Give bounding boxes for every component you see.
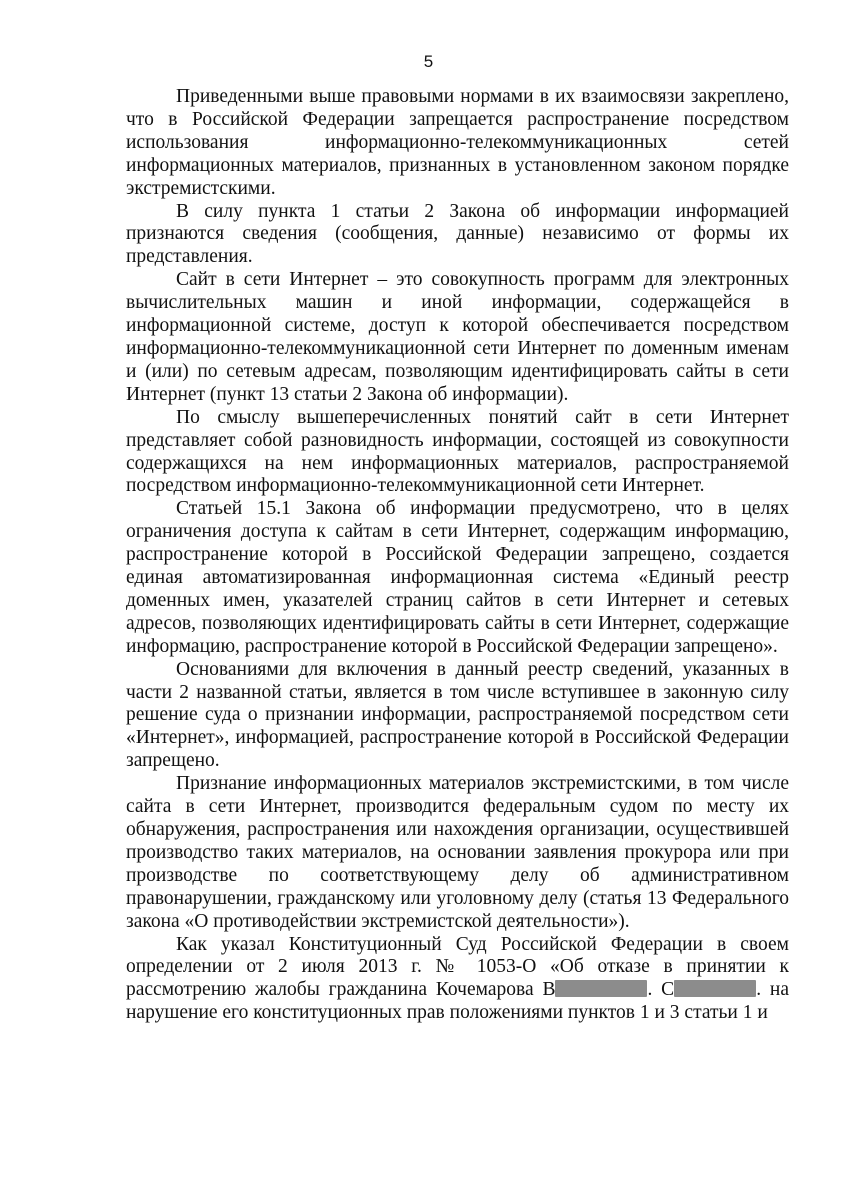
paragraph-7: Признание информационных материалов экстремистскими, в том числе сайта в сети Интернет, производится федеральным судом по месту их обнаружения, распространения или нахождения организации, осуществившей производство таких материалов, на основании заявления прокурора или при производстве по соответствующему делу об административном правонарушении, гражданскому или уголовному делу (статья 13 Федерального закона «О противодействии экстремистской деятельности»). [126,773,789,932]
paragraph-6: Основаниями для включения в данный реестр сведений, указанных в части 2 названной статьи, является в том числе вступившее в законную силу решение суда о признании информации, распространяемой посредством сети «Интернет», информацией, распространение которой в Российской Федерации запрещено. [126,658,789,772]
document-body [126,86,789,1025]
paragraph-8-part-3: . на нарушение его конституционных прав положениями пунктов 1 и 3 статьи 1 и [126,979,789,1024]
redaction-block [555,980,647,997]
paragraph-2: В силу пункта 1 статьи 2 Закона об информации информацией признаются сведения (сообщения, данные) независимо от формы их представления. [126,200,789,268]
paragraph-8-part-2: . С [647,979,675,1001]
paragraph-8 [126,934,789,1026]
paragraph-4: По смыслу вышеперечисленных понятий сайт в сети Интернет представляет собой разновидность информации, состоящей из совокупности содержащихся на нем информационных материалов, распространяемой посредством информационно-телекоммуникационной сети Интернет. [126,406,789,497]
page-number: 5 [423,52,434,71]
paragraph-3: Сайт в сети Интернет – это совокупность программ для электронных вычислительных машин и иной информации, содержащейся в информационной системе, доступ к которой обеспечивается посредством информационно-телекоммуникационной сети Интернет по доменным именам и (или) по сетевым адресам, позволяющим идентифицировать сайты в сети Интернет (пункт 13 статьи 2 Закона об информации). [126,269,789,405]
paragraph-5: Статьей 15.1 Закона об информации предусмотрено, что в целях ограничения доступа к сайтам в сети Интернет, содержащим информацию, распространение которой в Российской Федерации запрещено, создается единая автоматизированная информационная система «Единый реестр доменных имен, указателей страниц сайтов в сети Интернет и сетевых адресов, позволяющих идентифицировать сайты в сети Интернет, содержащие информацию, распространение которой в Российской Федерации запрещено». [126,498,789,657]
paragraph-1: Приведенными выше правовыми нормами в их взаимосвязи закреплено, что в Российской Федерации запрещается распространение посредством использования информационно-телекоммуникационных сетей информационных материалов, признанных в установленном законом порядке экстремистскими. [126,86,789,199]
redaction-block [674,980,756,997]
paragraph-8-part-1: Как указал Конституционный Суд Российской Федерации в своем определении от 2 июля 2013 г. № 1053-О «Об отказе в принятии к рассмотрению жалобы гражданина Кочемарова В [126,933,789,1001]
